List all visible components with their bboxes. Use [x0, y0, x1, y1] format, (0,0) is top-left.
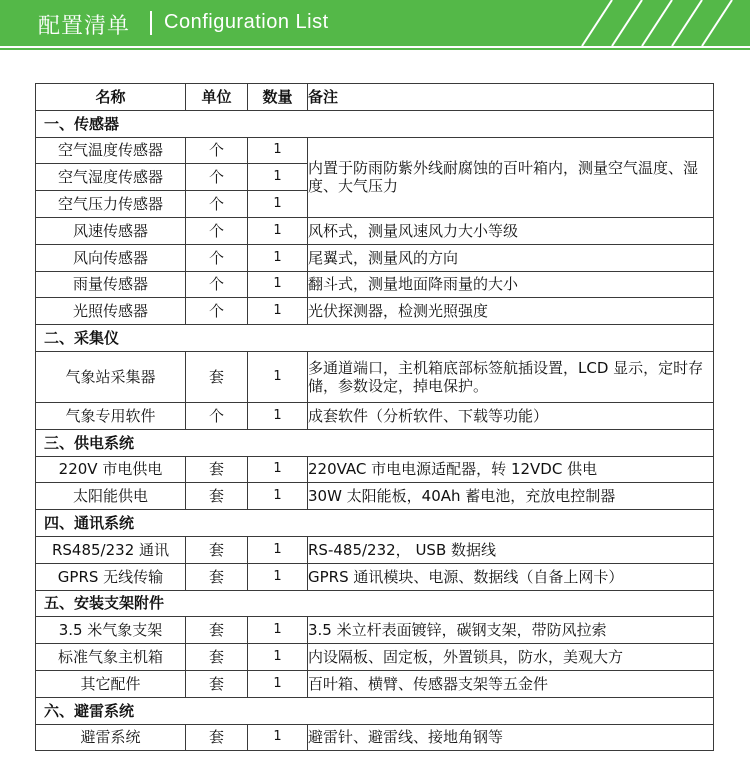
- section-row: [36, 697, 714, 724]
- item-unit: 个: [186, 137, 248, 164]
- item-note: 避雷针、避雷线、接地角钢等: [308, 724, 714, 751]
- table-row: [36, 244, 714, 271]
- table-row: [36, 563, 714, 590]
- item-qty: 1: [248, 137, 308, 164]
- item-qty: 1: [248, 670, 308, 697]
- item-qty: 1: [248, 483, 308, 510]
- item-unit: 套: [186, 563, 248, 590]
- section-row: [36, 590, 714, 617]
- item-name: 标准气象主机箱: [36, 644, 186, 671]
- item-qty: 1: [248, 456, 308, 483]
- item-unit: 个: [186, 298, 248, 325]
- table-row: [36, 217, 714, 244]
- table-header-row: [36, 84, 714, 111]
- item-note: 220VAC 市电电源适配器，转 12VDC 供电: [308, 456, 714, 483]
- item-note: 30W 太阳能板，40Ah 蓄电池，充放电控制器: [308, 483, 714, 510]
- item-qty: 1: [248, 724, 308, 751]
- table-row: [36, 137, 714, 164]
- item-qty: 1: [248, 217, 308, 244]
- item-unit: 套: [186, 644, 248, 671]
- table-row: [36, 271, 714, 298]
- item-unit: 个: [186, 402, 248, 429]
- item-qty: 1: [248, 536, 308, 563]
- item-qty: 1: [248, 563, 308, 590]
- item-name: 避雷系统: [36, 724, 186, 751]
- table-row: [36, 351, 714, 402]
- item-name: 光照传感器: [36, 298, 186, 325]
- item-unit: 套: [186, 456, 248, 483]
- item-note: RS-485/232， USB 数据线: [308, 536, 714, 563]
- item-note: 内设隔板、固定板，外置锁具，防水，美观大方: [308, 644, 714, 671]
- table-row: [36, 456, 714, 483]
- item-unit: 套: [186, 351, 248, 402]
- page-title: 配置清单: [38, 14, 131, 39]
- header-qty: 数量: [248, 84, 308, 111]
- section-title: 五、安装支架附件: [36, 590, 714, 617]
- table-row: [36, 644, 714, 671]
- configuration-table: [35, 83, 714, 751]
- table-row: [36, 298, 714, 325]
- item-unit: 个: [186, 244, 248, 271]
- table-row: [36, 536, 714, 563]
- item-name: 其它配件: [36, 670, 186, 697]
- title-divider: [150, 11, 152, 35]
- item-qty: 1: [248, 191, 308, 218]
- item-name: 气象专用软件: [36, 402, 186, 429]
- item-note: 翻斗式，测量地面降雨量的大小: [308, 271, 714, 298]
- item-name: 风速传感器: [36, 217, 186, 244]
- item-note: 百叶箱、横臂、传感器支架等五金件: [308, 670, 714, 697]
- item-note: 多通道端口，主机箱底部标签航插设置，LCD 显示，定时存储，参数设定，掉电保护。: [308, 351, 714, 402]
- page-subtitle: Configuration List: [164, 11, 329, 33]
- item-unit: 套: [186, 670, 248, 697]
- item-note: 内置于防雨防紫外线耐腐蚀的百叶箱内，测量空气温度、湿度、大气压力: [308, 137, 714, 217]
- item-name: 3.5 米气象支架: [36, 617, 186, 644]
- item-note: 3.5 米立杆表面镀锌，碳钢支架，带防风拉索: [308, 617, 714, 644]
- section-row: [36, 325, 714, 352]
- item-name: 风向传感器: [36, 244, 186, 271]
- header-unit: 单位: [186, 84, 248, 111]
- item-note: 尾翼式，测量风的方向: [308, 244, 714, 271]
- item-name: 气象站采集器: [36, 351, 186, 402]
- item-qty: 1: [248, 351, 308, 402]
- item-name: GPRS 无线传输: [36, 563, 186, 590]
- header-name: 名称: [36, 84, 186, 111]
- section-title: 一、传感器: [36, 110, 714, 137]
- section-title: 四、通讯系统: [36, 510, 714, 537]
- item-qty: 1: [248, 402, 308, 429]
- table-row: [36, 724, 714, 751]
- header-note: 备注: [308, 84, 714, 111]
- section-title: 三、供电系统: [36, 429, 714, 456]
- item-unit: 个: [186, 217, 248, 244]
- item-qty: 1: [248, 244, 308, 271]
- table-row: [36, 483, 714, 510]
- section-row: [36, 510, 714, 537]
- item-qty: 1: [248, 271, 308, 298]
- item-unit: 个: [186, 164, 248, 191]
- item-unit: 套: [186, 483, 248, 510]
- table-row: [36, 402, 714, 429]
- section-row: [36, 110, 714, 137]
- item-unit: 套: [186, 724, 248, 751]
- item-unit: 个: [186, 191, 248, 218]
- item-unit: 套: [186, 536, 248, 563]
- header-underline: [0, 48, 750, 50]
- item-name: 空气湿度传感器: [36, 164, 186, 191]
- header-bar: [0, 0, 750, 46]
- item-name: 太阳能供电: [36, 483, 186, 510]
- item-note: 风杯式，测量风速风力大小等级: [308, 217, 714, 244]
- item-unit: 套: [186, 617, 248, 644]
- table-row: [36, 670, 714, 697]
- section-row: [36, 429, 714, 456]
- item-name: RS485/232 通讯: [36, 536, 186, 563]
- item-name: 雨量传感器: [36, 271, 186, 298]
- item-note: 成套软件（分析软件、下载等功能）: [308, 402, 714, 429]
- decorative-stripes: [560, 0, 750, 46]
- item-name: 空气温度传感器: [36, 137, 186, 164]
- item-unit: 个: [186, 271, 248, 298]
- item-qty: 1: [248, 644, 308, 671]
- item-qty: 1: [248, 164, 308, 191]
- item-qty: 1: [248, 617, 308, 644]
- item-name: 空气压力传感器: [36, 191, 186, 218]
- table-row: [36, 617, 714, 644]
- item-qty: 1: [248, 298, 308, 325]
- item-note: GPRS 通讯模块、电源、数据线（自备上网卡）: [308, 563, 714, 590]
- section-title: 二、采集仪: [36, 325, 714, 352]
- item-note: 光伏探测器，检测光照强度: [308, 298, 714, 325]
- section-title: 六、避雷系统: [36, 697, 714, 724]
- item-name: 220V 市电供电: [36, 456, 186, 483]
